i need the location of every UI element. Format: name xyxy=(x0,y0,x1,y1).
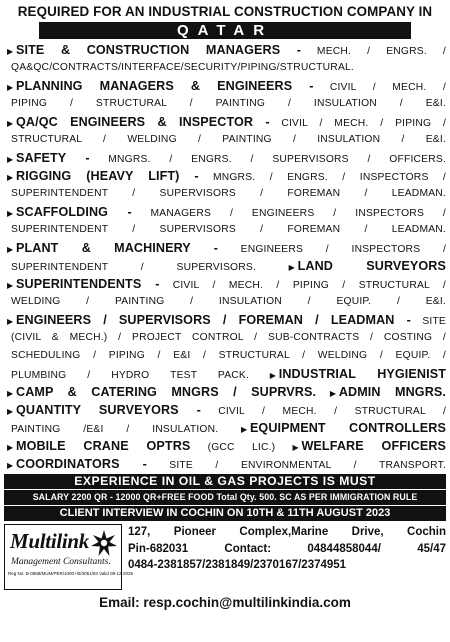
page-title: REQUIRED FOR AN INDUSTRIAL CONSTRUCTION COMPANY IN xyxy=(17,4,433,19)
list-item: ▶ COORDINATORS - SITE / ENVIRONMENTAL / TRANSPORT. xyxy=(7,455,446,473)
list-item: ▶ SAFETY - MNGRS. / ENGRS. / SUPERVISORS / OFFICERS. xyxy=(7,149,446,167)
list-item: SUPERINTENDENT / SUPERVISORS. ▶ LAND SURVEYORS xyxy=(7,257,446,275)
bullet-icon: ▶ xyxy=(7,317,14,326)
experience-banner: EXPERIENCE IN OIL & GAS PROJECTS IS MUST xyxy=(4,474,446,489)
list-item: QA&QC/CONTRACTS/INTERFACE/SECURITY/PIPING/STRUCTURAL. xyxy=(11,62,354,73)
bullet-icon: ▶ xyxy=(240,425,248,434)
list-item: SUPERINTENDENT / SUPERVISORS / FOREMAN / LEADMAN. xyxy=(11,188,446,199)
logo-subtitle: Management Consultants. xyxy=(11,557,111,567)
contact-block xyxy=(122,524,446,592)
list-item: ▶ PLANT & MACHINERY - ENGINEERS / INSPECTORS / xyxy=(7,239,446,257)
bullet-icon: ▶ xyxy=(7,389,14,398)
pin-contact-line: Pin-682031 Contact: 04844858044/ 45/47 xyxy=(128,542,446,555)
job-list xyxy=(4,41,446,473)
list-item: WELDING / PAINTING / INSULATION / EQUIP. / E&I. xyxy=(11,296,446,307)
salary-banner: SALARY 2200 QR - 12000 QR+FREE FOOD Total Qty. 500. SC AS PER IMMIGRATION RULE xyxy=(4,490,446,505)
list-item: ▶ SITE & CONSTRUCTION MANAGERS - MECH. / ENGRS. / xyxy=(7,41,446,59)
list-item: PAINTING /E&I / INSULATION. ▶ EQUIPMENT CONTROLLERS xyxy=(7,419,446,437)
bullet-icon: ▶ xyxy=(7,443,14,452)
registration-number: Reg No: B-0658/MUM/PER/1000+/5/3051/93 Valid 09-12-2025 xyxy=(8,571,133,576)
list-item: ▶ QUANTITY SURVEYORS - CIVIL / MECH. / STRUCTURAL / xyxy=(7,401,446,419)
list-item: ▶ SCAFFOLDING - MANAGERS / ENGINEERS / INSPECTORS / xyxy=(7,203,446,221)
list-item: PLUMBING / HYDRO TEST PACK. ▶ INDUSTRIAL HYGIENIST xyxy=(7,365,446,383)
list-item: ▶ MOBILE CRANE OPTRS (GCC LIC.) ▶ WELFARE OFFICERS xyxy=(7,437,446,455)
address-line: 127, Pioneer Complex,Marine Drive, Cochin xyxy=(128,526,446,538)
list-item: STRUCTURAL / WELDING / PAINTING / INSULATION / E&I. xyxy=(11,134,446,145)
list-item: ▶ SUPERINTENDENTS - CIVIL / MECH. / PIPING / STRUCTURAL / xyxy=(7,275,446,293)
star-burst-icon xyxy=(91,530,117,556)
logo-brand-text: Multilink xyxy=(10,529,90,553)
list-item: (CIVIL & MECH.) / PROJECT CONTROL / SUB-CONTRACTS / COSTING / xyxy=(11,332,446,343)
bullet-icon: ▶ xyxy=(7,407,14,416)
email-line: Email: resp.cochin@multilinkindia.com xyxy=(99,595,351,610)
bullet-icon: ▶ xyxy=(288,263,295,272)
bullet-icon: ▶ xyxy=(7,83,14,92)
bullet-icon: ▶ xyxy=(292,443,299,452)
list-item: ▶ QA/QC ENGINEERS & INSPECTOR - CIVIL / MECH. / PIPING / xyxy=(7,113,446,131)
bullet-icon: ▶ xyxy=(329,389,336,398)
list-item: PIPING / STRUCTURAL / PAINTING / INSULATION / E&I. xyxy=(11,98,446,109)
bullet-icon: ▶ xyxy=(7,209,14,218)
bullet-icon: ▶ xyxy=(7,155,14,164)
list-item: SUPERINTENDENT / SUPERVISORS / FOREMAN / LEADMAN. xyxy=(11,224,446,235)
bullet-icon: ▶ xyxy=(7,281,14,290)
country-banner: QATAR xyxy=(39,22,411,39)
bullet-icon: ▶ xyxy=(7,461,14,470)
bullet-icon: ▶ xyxy=(7,245,14,254)
list-item: ▶ PLANNING MANAGERS & ENGINEERS - CIVIL / MECH. / xyxy=(7,77,446,95)
company-logo xyxy=(4,524,133,590)
list-item: ▶ RIGGING (HEAVY LIFT) - MNGRS. / ENGRS. / INSPECTORS / xyxy=(7,167,446,185)
list-item: ▶ ENGINEERS / SUPERVISORS / FOREMAN / LEADMAN - SITE xyxy=(7,311,446,329)
bullet-icon: ▶ xyxy=(7,47,14,56)
bullet-icon: ▶ xyxy=(7,173,14,182)
list-item: SCHEDULING / PIPING / E&I / STRUCTURAL / WELDING / EQUIP. / xyxy=(11,350,446,361)
company-footer xyxy=(4,524,446,592)
interview-banner: CLIENT INTERVIEW IN COCHIN ON 10TH & 11TH AUGUST 2023 xyxy=(4,506,446,521)
bullet-icon: ▶ xyxy=(7,119,14,128)
bullet-icon: ▶ xyxy=(269,371,276,380)
list-item: ▶ CAMP & CATERING MNGRS / SUPRVRS. ▶ ADMIN MNGRS. xyxy=(7,383,446,401)
phone-line: 0484-2381857/2381849/2370167/2374951 xyxy=(128,559,347,571)
